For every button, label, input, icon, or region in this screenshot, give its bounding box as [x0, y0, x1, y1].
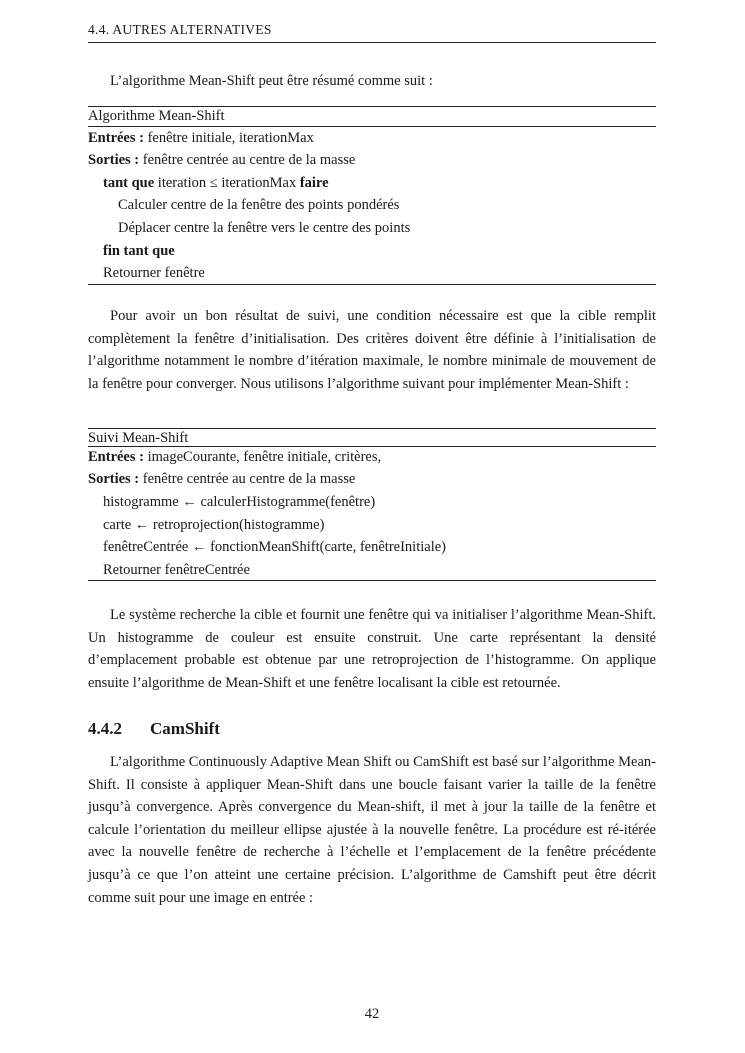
outputs-text: fenêtre centrée au centre de la masse — [142, 152, 356, 168]
running-header: 4.4. AUTRES ALTERNATIVES — [88, 22, 656, 43]
section-heading — [88, 719, 220, 739]
inputs-label: Entrées : — [88, 130, 144, 146]
algo-title-rule — [88, 126, 656, 127]
algo-return: Retourner fenêtre — [103, 265, 205, 281]
inputs-text: imageCourante, fenêtre initiale, critères, — [147, 449, 382, 465]
algo-title-rule — [88, 446, 656, 447]
algo-return: Retourner fenêtreCentrée — [103, 562, 250, 578]
page-number: 42 — [364, 1006, 380, 1022]
algo-step: Déplacer centre la fenêtre vers le centre des points — [118, 220, 411, 236]
algo-bottom-rule — [88, 580, 656, 581]
outputs-label: Sorties : — [88, 152, 140, 168]
section-number: 4.4.2 — [88, 719, 122, 738]
while-condition: iteration ≤ iterationMax — [157, 175, 297, 191]
body-paragraph: Pour avoir un bon résultat de suivi, une condition nécessaire est que la cible remplit complètement la fenêtre d’initialisation. Des critères doivent être définie à l’initialisation de l’algorithme notamment le nombre d’itération maximale, le nombre minimale de mouvement de la fenêtre pour converger. Nous utilisons l’algorithme suivant pour implémenter Mean-Shift : — [88, 308, 656, 392]
algo-title: Algorithme Mean-Shift — [88, 108, 225, 124]
algo-title: Suivi Mean-Shift — [88, 430, 189, 446]
outputs-text: fenêtre centrée au centre de la masse — [142, 471, 356, 487]
algo-step: fenêtreCentrée ← fonctionMeanShift(carte, fenêtreInitiale) — [103, 539, 446, 555]
algo-while — [103, 174, 329, 192]
while-keyword: tant que — [103, 175, 155, 191]
inputs-text: fenêtre initiale, iterationMax — [147, 130, 314, 146]
algo-inputs — [88, 129, 314, 147]
algo-end-while: fin tant que — [103, 243, 175, 259]
intro-paragraph: L’algorithme Mean-Shift peut être résumé comme suit : — [110, 73, 433, 89]
algo-outputs — [88, 151, 355, 169]
outputs-label: Sorties : — [88, 471, 140, 487]
algo-step: carte ← retroprojection(histogramme) — [103, 517, 325, 533]
algo-outputs — [88, 470, 355, 488]
do-keyword: faire — [299, 175, 329, 191]
algo-step: histogramme ← calculerHistogramme(fenêtre) — [103, 494, 376, 510]
body-paragraph: L’algorithme Continuously Adaptive Mean Shift ou CamShift est basé sur l’algorithme Mean-Shift. Il consiste à appliquer Mean-Shift dans une boucle faisant varier la taille de la fenêtre jusqu’à convergence. Après convergence du Mean-shift, il met à jour la taille de la fenêtre et calcule l’orientation du meilleur ellipse ajustée à la nouvelle fenêtre. La procédure est ré-itérée avec la nouvelle fenêtre de recherche à l’échelle et l’emplacement de la fenêtre précédente jusqu’à ce que l’on atteint une certaine précision. L’algorithme de Camshift peut être décrit comme suit pour une image en entrée : — [88, 754, 656, 906]
inputs-label: Entrées : — [88, 449, 144, 465]
algo-step: Calculer centre de la fenêtre des points pondérés — [118, 197, 400, 213]
algo-inputs — [88, 448, 381, 466]
section-title: CamShift — [150, 719, 220, 738]
algo-bottom-rule — [88, 284, 656, 285]
body-paragraph: Le système recherche la cible et fournit une fenêtre qui va initialiser l’algorithme Mean-Shift. Un histogramme de couleur est ensuite construit. Une carte représentant la densité d’emplacement probable est obtenue par une retroprojection de l’histogramme. On applique ensuite l’algorithme de Mean-Shift et une fenêtre localisant la cible est retournée. — [88, 607, 656, 691]
